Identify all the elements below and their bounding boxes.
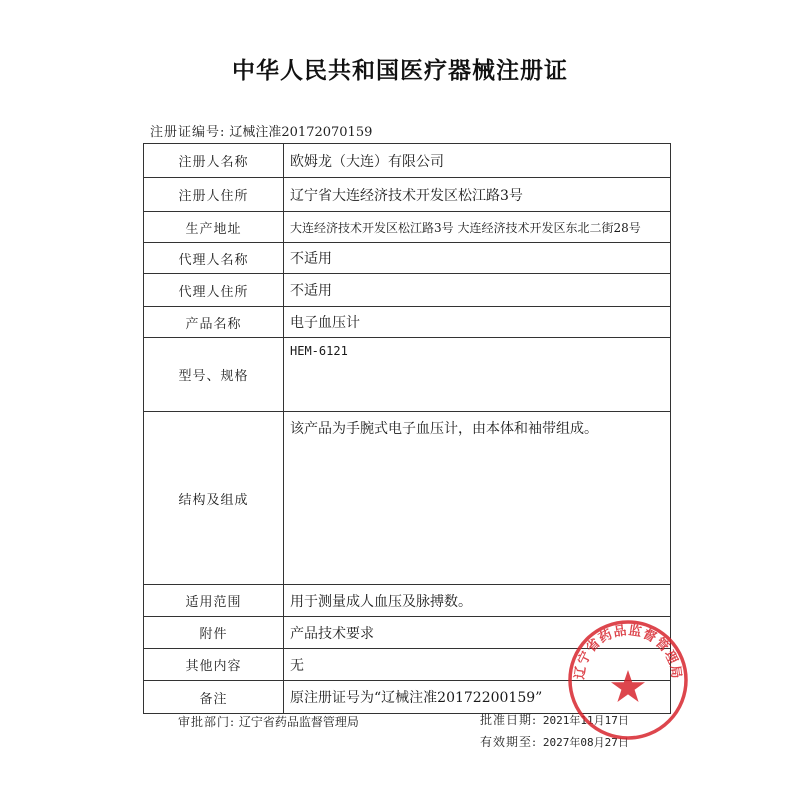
scope-label: 适用范围 [144, 585, 284, 617]
table-row [144, 243, 671, 274]
table-row [144, 212, 671, 243]
agent-address-label: 代理人住所 [144, 274, 284, 307]
seal-text: 辽宁省药品监督管理局 [572, 623, 684, 681]
attachment-label: 附件 [144, 617, 284, 649]
approval-department-value: 辽宁省药品监督管理局 [238, 715, 359, 729]
registrant-address-value: 辽宁省大连经济技术开发区松江路3号 [284, 178, 671, 212]
registration-number-label: 注册证编号: [150, 125, 226, 140]
official-seal [566, 618, 690, 742]
approval-department-label: 审批部门: [178, 715, 236, 729]
model-spec-label: 型号、规格 [144, 338, 284, 412]
registration-number-line [150, 121, 372, 140]
production-address-value: 大连经济技术开发区松江路3号 大连经济技术开发区东北二街28号 [284, 212, 671, 243]
model-spec-value: HEM-6121 [284, 338, 671, 412]
valid-until-label: 有效期至: [480, 735, 538, 749]
seal-star-icon [611, 670, 645, 702]
agent-name-label: 代理人名称 [144, 243, 284, 274]
structure-value: 该产品为手腕式电子血压计，由本体和袖带组成。 [284, 412, 671, 585]
other-label: 其他内容 [144, 649, 284, 681]
registrant-name-label: 注册人名称 [144, 144, 284, 178]
table-row [144, 274, 671, 307]
table-row [144, 144, 671, 178]
approval-date-label: 批准日期: [480, 713, 538, 727]
remark-value: 原注册证号为“辽械注准20172200159” [284, 681, 671, 714]
agent-address-value: 不适用 [284, 274, 671, 307]
registrant-address-label: 注册人住所 [144, 178, 284, 212]
valid-until-value: 2027年08月27日 [542, 736, 629, 749]
table-row [144, 338, 671, 412]
table-row [144, 412, 671, 585]
registration-number-value: 辽械注准20172070159 [229, 125, 373, 140]
product-name-label: 产品名称 [144, 307, 284, 338]
approval-department [178, 713, 359, 730]
product-name-value: 电子血压计 [284, 307, 671, 338]
table-row [144, 585, 671, 617]
production-address-label: 生产地址 [144, 212, 284, 243]
table-row [144, 307, 671, 338]
other-value: 无 [284, 649, 671, 681]
registrant-name-value: 欧姆龙（大连）有限公司 [284, 144, 671, 178]
scope-value: 用于测量成人血压及脉搏数。 [284, 585, 671, 617]
table-row [144, 178, 671, 212]
agent-name-value: 不适用 [284, 243, 671, 274]
approval-date-value: 2021年11月17日 [542, 714, 629, 727]
remark-label: 备注 [144, 681, 284, 714]
structure-label: 结构及组成 [144, 412, 284, 585]
document-title: 中华人民共和国医疗器械注册证 [232, 57, 568, 84]
attachment-value: 产品技术要求 [284, 617, 671, 649]
